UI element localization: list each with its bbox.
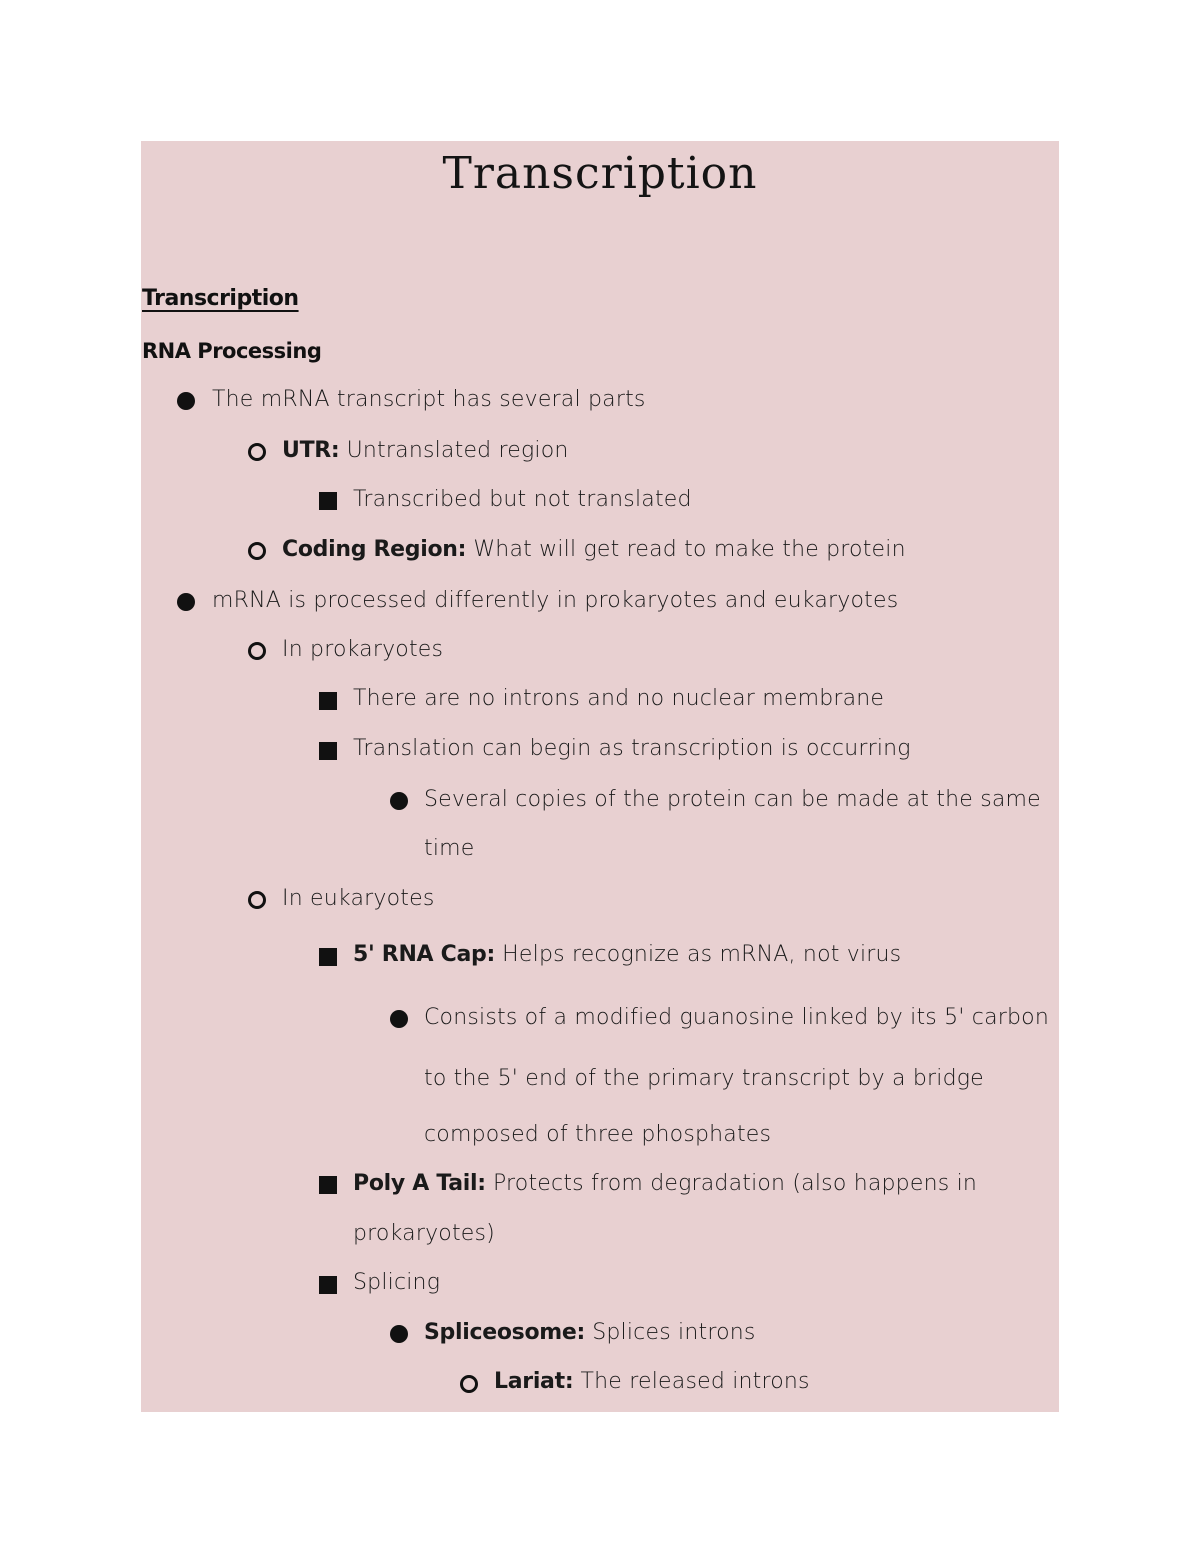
filled-circle-bullet-icon	[177, 392, 195, 410]
list-item: In prokaryotes	[282, 637, 444, 662]
term-definition: Splices introns	[585, 1320, 756, 1345]
filled-circle-bullet-icon	[177, 593, 195, 611]
list-item: Transcribed but not translated	[353, 487, 692, 512]
term-label: UTR:	[282, 438, 340, 463]
hollow-circle-bullet-icon	[248, 642, 266, 660]
list-item	[282, 436, 569, 466]
page-background-panel	[141, 141, 1059, 1412]
list-item: The mRNA transcript has several parts	[212, 387, 646, 412]
term-label: Poly A Tail:	[353, 1171, 486, 1196]
term-definition: What will get read to make the protein	[466, 537, 906, 562]
filled-circle-bullet-icon	[390, 1010, 408, 1028]
list-item: mRNA is processed differently in prokaryotes and eukaryotes	[212, 588, 899, 613]
term-label: Lariat:	[494, 1369, 574, 1394]
filled-circle-bullet-icon	[390, 1325, 408, 1343]
square-bullet-icon	[319, 492, 337, 510]
term-label: 5' RNA Cap:	[353, 942, 495, 967]
square-bullet-icon	[319, 742, 337, 760]
filled-circle-bullet-icon	[390, 792, 408, 810]
list-item: Translation can begin as transcription is occurring	[353, 736, 911, 761]
square-bullet-icon	[319, 1276, 337, 1294]
list-item: Several copies of the protein can be made at the same	[424, 787, 1041, 812]
term-definition: Helps recognize as mRNA, not virus	[494, 942, 902, 967]
square-bullet-icon	[319, 1176, 337, 1194]
list-item: There are no introns and no nuclear membrane	[353, 686, 885, 711]
list-item	[424, 1318, 756, 1348]
term-definition: Protects from degradation (also happens in	[485, 1171, 978, 1196]
section-subheading: RNA Processing	[142, 339, 322, 363]
list-item	[494, 1367, 810, 1397]
list-item	[282, 535, 906, 565]
list-item: Consists of a modified guanosine linked by its 5' carbon	[424, 1005, 1049, 1030]
hollow-circle-bullet-icon	[248, 443, 266, 461]
hollow-circle-bullet-icon	[460, 1375, 478, 1393]
list-item-continuation: composed of three phosphates	[424, 1122, 772, 1147]
hollow-circle-bullet-icon	[248, 542, 266, 560]
document-title: Transcription	[442, 148, 758, 199]
hollow-circle-bullet-icon	[248, 891, 266, 909]
list-item-continuation: time	[424, 836, 475, 861]
term-label: Spliceosome:	[424, 1320, 586, 1345]
list-item: In eukaryotes	[282, 886, 435, 911]
list-item: Splicing	[353, 1270, 441, 1295]
list-item-continuation: to the 5' end of the primary transcript by a bridge	[424, 1066, 984, 1091]
term-label: Coding Region:	[282, 537, 467, 562]
term-definition: Untranslated region	[339, 438, 569, 463]
square-bullet-icon	[319, 692, 337, 710]
square-bullet-icon	[319, 948, 337, 966]
list-item	[353, 1169, 977, 1199]
section-heading: Transcription	[142, 286, 299, 311]
term-definition: The released introns	[573, 1369, 810, 1394]
list-item	[353, 940, 901, 970]
list-item-continuation: prokaryotes)	[353, 1221, 495, 1246]
